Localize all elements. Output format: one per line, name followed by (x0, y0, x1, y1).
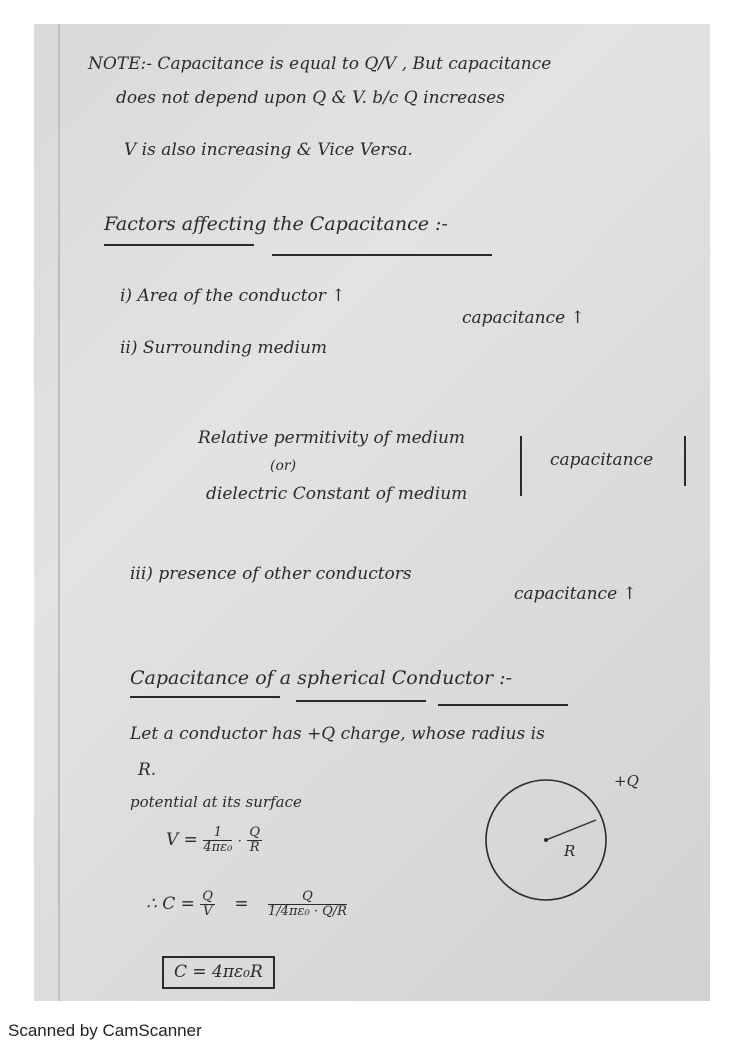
eq1-fraction-2 (247, 826, 262, 855)
result-box: C = 4πε₀R (162, 956, 275, 989)
heading-underline (438, 704, 568, 706)
eq1-f1-num: 1 (203, 826, 232, 841)
eq1-fraction-1 (203, 826, 232, 855)
radius-line (546, 820, 596, 840)
arrow-line (684, 436, 686, 486)
factor-2-sub-2: dielectric Constant of medium (206, 484, 468, 504)
eq2-f2-num: Q (268, 890, 347, 905)
heading-underline (296, 700, 426, 702)
factor-3: iii) presence of other conductors (130, 564, 412, 584)
spherical-line-1: Let a conductor has +Q charge, whose radius is (130, 724, 545, 744)
eq2-f1-num: Q (202, 889, 213, 904)
margin-line (58, 24, 60, 1001)
factor-3-result: capacitance ↑ (514, 584, 637, 604)
equation-potential: V = $\frac{1}{\text{4πε₀}}$ · $\frac{Q}{R}$ (166, 825, 260, 855)
radius-label: R (564, 842, 576, 860)
note-line-3: V is also increasing & Vice Versa. (124, 140, 413, 160)
factors-heading: Factors affecting the Capacitance :- (104, 213, 448, 235)
spherical-line-3: potential at its surface (130, 793, 302, 811)
eq1-f2-num: Q (249, 825, 260, 840)
spherical-line-2: R. (138, 760, 157, 780)
factor-2-or: (or) (270, 458, 297, 474)
heading-underline (272, 254, 492, 256)
scanned-page (34, 24, 710, 1001)
spherical-heading: Capacitance of a spherical Conductor :- (130, 667, 512, 689)
footer-text: Scanned by CamScanner (8, 1021, 202, 1040)
factor-2-sub-1: Relative permitivity of medium (198, 428, 466, 448)
eq1-f2-den: R (249, 840, 260, 855)
eq1-lhs: V = (166, 830, 198, 850)
eq2-lhs: C = (162, 894, 195, 914)
equation-capacitance (146, 890, 347, 919)
eq2-fraction-2 (268, 890, 347, 919)
note-line-2: does not depend upon Q & V. b/c Q increases (116, 88, 505, 108)
bracket-line (520, 436, 522, 496)
factor-2: ii) Surrounding medium (120, 338, 328, 358)
note-line-1: NOTE:- Capacitance is equal to Q/V , But capacitance (88, 54, 552, 74)
eq2-fraction-1 (200, 890, 215, 919)
eq2-equals: = (234, 894, 249, 914)
sphere-diagram (464, 774, 644, 914)
eq2-f2-den: 1/4πε₀ · Q/R (268, 904, 347, 919)
factor-1: i) Area of the conductor ↑ (120, 286, 346, 306)
eq1-f1-den: 4πε₀ (203, 840, 233, 855)
heading-underline (104, 244, 254, 246)
factor-1-result: capacitance ↑ (462, 308, 585, 328)
center-dot (544, 838, 548, 842)
heading-underline (130, 696, 280, 698)
charge-label: +Q (614, 774, 639, 790)
eq2-f1-den: V (202, 904, 213, 919)
factor-2-result: capacitance (550, 450, 654, 470)
eq2-therefore: ∴ (146, 894, 157, 914)
